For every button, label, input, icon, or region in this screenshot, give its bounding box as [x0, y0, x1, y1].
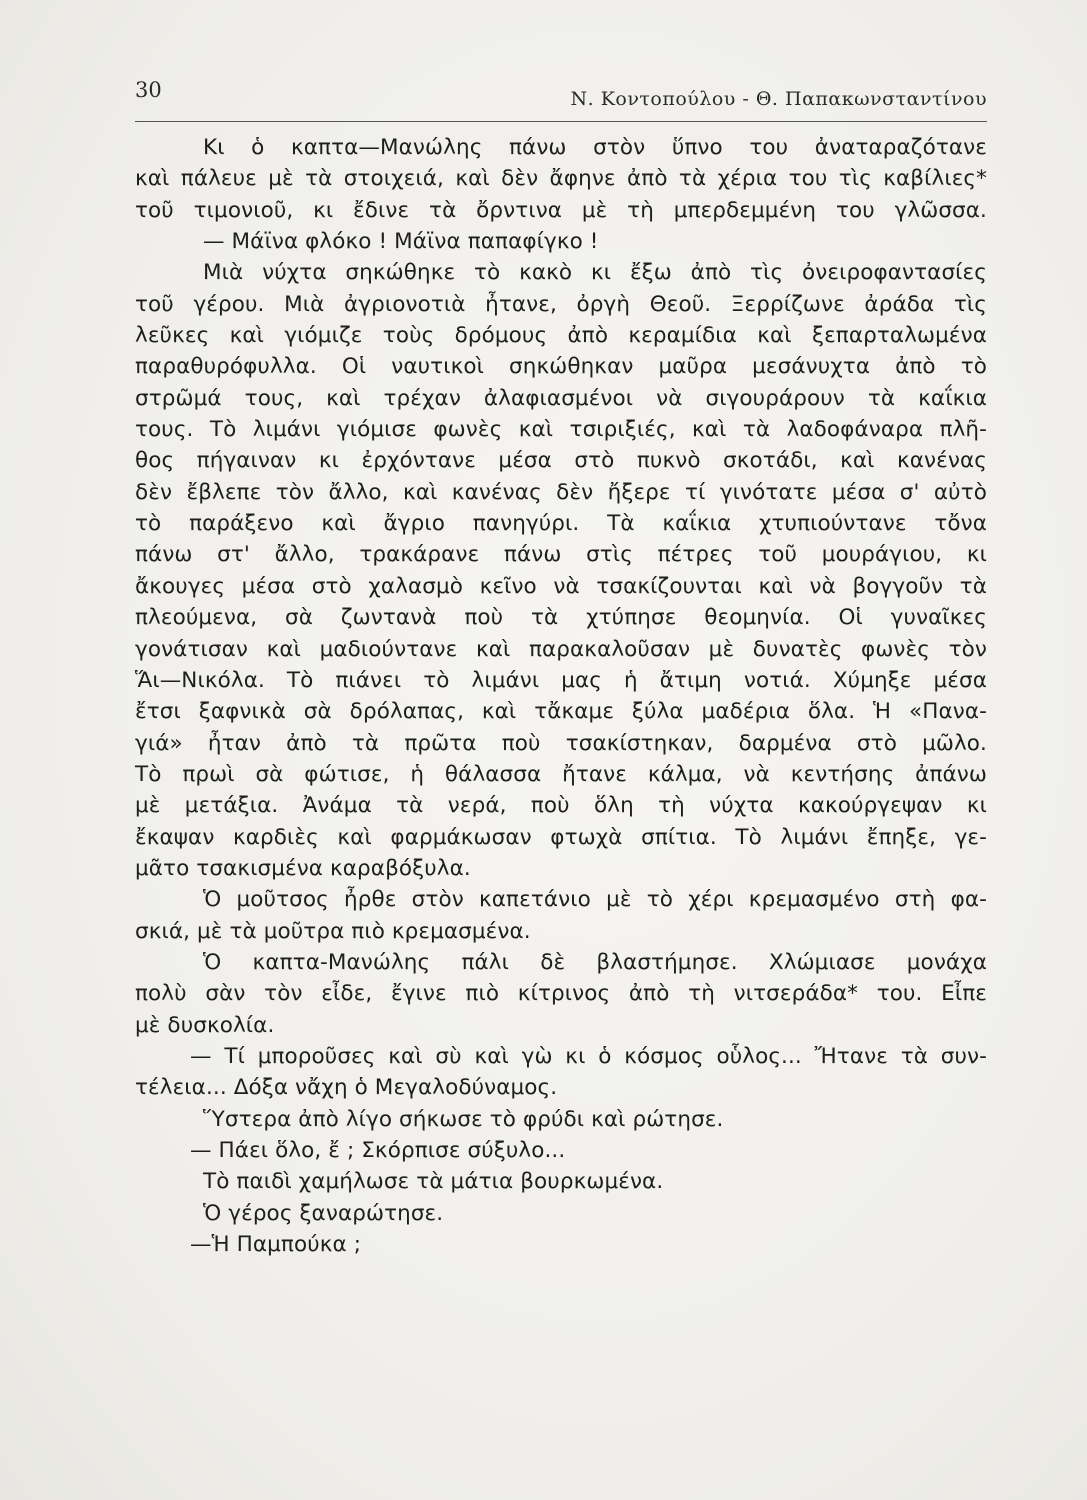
- text-line: ἔτσι ξαφνικὰ σὰ δρόλαπας, καὶ τἄκαμε ξύλα μαδέρια ὅλα. Ἡ «Πανα-: [135, 699, 987, 725]
- text-line: μὲ μετάξια. Ἀνάμα τὰ νερά, ποὺ ὅλη τὴ νύχτα κακούργεψαν κι: [135, 793, 987, 819]
- text-line: πλεούμενα, σὰ ζωντανὰ ποὺ τὰ χτύπησε θεομηνία. Οἱ γυναῖκες: [135, 605, 987, 631]
- text-line: Ὁ μοῦτσος ἦρθε στὸν καπετάνιο μὲ τὸ χέρι κρεμασμένο στὴ φα-: [203, 887, 987, 913]
- text-line: τὸ παράξενο καὶ ἄγριο πανηγύρι. Τὰ καΐκια χτυπιούντανε τὄνα: [135, 511, 987, 537]
- text-line: δὲν ἔβλεπε τὸν ἄλλο, καὶ κανένας δὲν ἤξερε τί γινότατε μέσα σ' αὐτὸ: [135, 479, 987, 505]
- text-line: παραθυρόφυλλα. Οἱ ναυτικοὶ σηκώθηκαν μαῦρα μεσάνυχτα ἀπὸ τὸ: [135, 354, 987, 380]
- text-line: πάνω στ' ἄλλο, τρακάρανε πάνω στὶς πέτρες τοῦ μουράγιου, κι: [135, 542, 987, 568]
- text-line: — Τί μποροῦσες καὶ σὺ καὶ γὼ κι ὁ κόσμος οὗλος... Ἤτανε τὰ συν-: [190, 1043, 987, 1069]
- text-line: τοῦ τιμονιοῦ, κι ἔδινε τὰ ὄρντινα μὲ τὴ μπερδεμμένη του γλῶσσα.: [135, 197, 987, 223]
- text-line: τοῦ γέρου. Μιὰ ἀγριονοτιὰ ἦτανε, ὀργὴ Θεοῦ. Ξερρίζωνε ἀράδα τὶς: [135, 291, 987, 317]
- text-line: Τὸ πρωὶ σὰ φώτισε, ἡ θάλασσα ἤτανε κάλμα, νὰ κεντήσης ἀπάνω: [135, 761, 987, 787]
- text-line: Ὕστερα ἀπὸ λίγο σήκωσε τὸ φρύδι καὶ ρώτησε.: [203, 1106, 724, 1132]
- text-line: Τὸ παιδὶ χαμήλωσε τὰ μάτια βουρκωμένα.: [203, 1169, 664, 1195]
- text-line: Ἅι—Νικόλα. Τὸ πιάνει τὸ λιμάνι μας ἡ ἄτιμη νοτιά. Χύμηξε μέσα: [135, 667, 987, 693]
- text-line: τέλεια... Δόξα νἄχη ὁ Μεγαλοδύναμος.: [135, 1075, 558, 1101]
- text-line: Ὁ καπτα-Μανώλης πάλι δὲ βλαστήμησε. Χλώμιασε μονάχα: [203, 949, 987, 975]
- text-line: Κι ὁ καπτα—Μανώλης πάνω στὸν ὕπνο του ἀναταραζότανε: [203, 135, 987, 160]
- text-line: στρῶμά τους, καὶ τρέχαν ἀλαφιασμένοι νὰ σιγουράρουν τὰ καΐκια: [135, 385, 987, 411]
- text-line: καὶ πάλευε μὲ τὰ στοιχειά, καὶ δὲν ἄφηνε ἀπὸ τὰ χέρια του τὶς καβίλιες*: [135, 166, 987, 192]
- text-line: Μιὰ νύχτα σηκώθηκε τὸ κακὸ κι ἔξω ἀπὸ τὶς ὀνειροφαντασίες: [203, 260, 987, 286]
- page-header: [135, 78, 987, 118]
- text-line: λεῦκες καὶ γιόμιζε τοὺς δρόμους ἀπὸ κεραμίδια καὶ ξεπαρταλωμένα: [135, 323, 987, 349]
- running-head: Ν. Κοντοπούλου - Θ. Παπακωνσταντίνου: [570, 88, 987, 110]
- text-line: Ὁ γέρος ξαναρώτησε.: [203, 1200, 444, 1226]
- text-line: ἔκαψαν καρδιὲς καὶ φαρμάκωσαν φτωχὰ σπίτια. Τὸ λιμάνι ἔπηξε, γε-: [135, 824, 987, 850]
- text-line: θος πήγαιναν κι ἐρχόντανε μέσα στὸ πυκνὸ σκοτάδι, καὶ κανένας: [135, 448, 987, 474]
- text-line: τους. Τὸ λιμάνι γιόμισε φωνὲς καὶ τσιριξιές, καὶ τὰ λαδοφάναρα πλῆ-: [135, 417, 987, 443]
- page-number: 30: [135, 78, 162, 102]
- text-line: ἄκουγες μέσα στὸ χαλασμὸ κεῖνο νὰ τσακίζουνται καὶ νὰ βογγοῦν τὰ: [135, 573, 987, 599]
- text-line: γονάτισαν καὶ μαδιούντανε καὶ παρακαλοῦσαν μὲ δυνατὲς φωνὲς τὸν: [135, 636, 987, 662]
- text-line: —Ἡ Παμπούκα ;: [190, 1232, 362, 1258]
- text-line: σκιά, μὲ τὰ μοῦτρα πιὸ κρεμασμένα.: [135, 918, 531, 944]
- text-line: μὲ δυσκολία.: [135, 1012, 275, 1038]
- text-line: — Πάει ὅλο, ἔ ; Σκόρπισε σύξυλο...: [190, 1138, 566, 1163]
- text-line: γιά» ἦταν ἀπὸ τὰ πρῶτα ποὺ τσακίστηκαν, δαρμένα στὸ μῶλο.: [135, 730, 987, 756]
- body-text: [135, 132, 987, 1260]
- text-line: — Μάϊνα φλόκο ! Μάϊνα παπαφίγκο !: [203, 229, 599, 255]
- header-rule: [135, 121, 987, 122]
- text-line: πολὺ σὰν τὸν εἶδε, ἔγινε πιὸ κίτρινος ἀπὸ τὴ νιτσεράδα* του. Εἶπε: [135, 981, 987, 1007]
- text-line: μᾶτο τσακισμένα καραβόξυλα.: [135, 855, 471, 881]
